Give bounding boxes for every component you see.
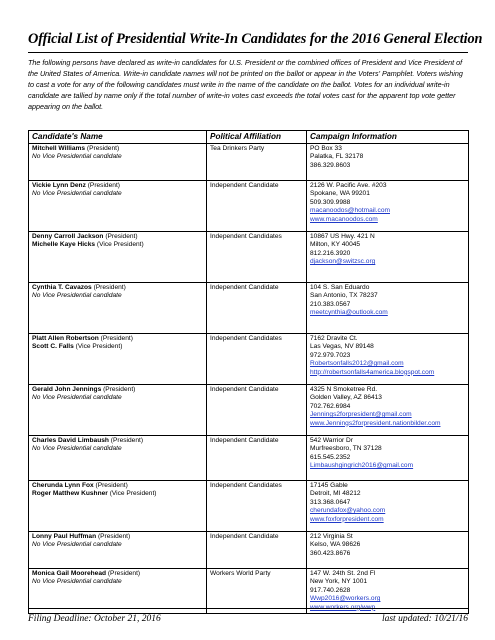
campaign-link[interactable]: cherundafox@yahoo.com [310, 507, 386, 515]
political-affiliation: Independent Candidates [207, 334, 307, 385]
president-name: Cherunda Lynn Fox [32, 482, 94, 489]
table-row [29, 532, 469, 569]
table-row [29, 569, 469, 614]
president-line [32, 570, 204, 578]
campaign-info-line: New York, NY 1001 [310, 578, 368, 586]
footer-rule [28, 608, 468, 609]
page-title: Official List of Presidential Write-In Candidates for the 2016 General Election [28, 31, 483, 47]
header-political-affiliation: Political Affiliation [207, 131, 307, 144]
campaign-link[interactable]: Jennings2forpresident@gmail.com [310, 411, 412, 419]
vice-president-name: No Vice Presidential candidate [32, 292, 122, 300]
president-line [32, 437, 204, 445]
campaign-info-line: Golden Valley, AZ 86413 [310, 394, 382, 402]
candidate-cell [29, 481, 207, 532]
campaign-info-line: 313.368.0647 [310, 498, 351, 506]
table-header-row [29, 131, 469, 144]
campaign-info-line: Milton, KY 40045 [310, 241, 361, 249]
candidate-cell [29, 385, 207, 436]
campaign-info-line: 812.216.3920 [310, 249, 351, 257]
campaign-link[interactable]: macanoodos@hotmail.com [310, 207, 390, 215]
vice-president-name: No Vice Presidential candidate [32, 541, 122, 549]
president-line [32, 182, 204, 190]
campaign-link[interactable]: http://robertsonfalls4america.blogspot.com [310, 368, 435, 376]
political-affiliation: Tea Drinkers Party [207, 144, 307, 181]
political-affiliation: Independent Candidate [207, 385, 307, 436]
political-affiliation: Independent Candidates [207, 481, 307, 532]
president-role: (President) [93, 284, 126, 291]
vice-president-name: No Vice Presidential candidate [32, 445, 122, 453]
campaign-info-cell [307, 181, 469, 232]
campaign-info-line: 17145 Gable [310, 482, 348, 489]
intro-paragraph: The following persons have declared as write-in candidates for U.S. President or the combined offices of President and Vice President of the United States of America. Write-in candidate names will not be printed on the ballot or appear in the Voters' Pamphlet. Voters wishing to cast a vote for any of the following candidates must write in the name of the candidate on the ballot. Votes for an individual write-in candidate are tallied by name only if the total number of write-in votes cast exceeds the total votes cast for the apparent top vote getter appearing on the ballot. [28, 58, 463, 111]
president-role: (President) [97, 533, 131, 540]
header-candidate-name: Candidate's Name [29, 131, 207, 144]
campaign-info-line: 210.383.0567 [310, 300, 351, 308]
campaign-info-line: 104 S. San Eduardo [310, 284, 370, 291]
vice-president-role: (Vice President) [75, 343, 123, 351]
table-row [29, 385, 469, 436]
vice-president-line [32, 241, 204, 249]
vice-president-line [32, 190, 204, 198]
president-role: (President) [86, 145, 120, 152]
campaign-info-line: 360.423.8676 [310, 549, 351, 557]
campaign-info-line: 386.329.8603 [310, 161, 351, 169]
campaign-link[interactable]: www.macanoodos.com [310, 215, 378, 223]
president-name: Mitchell Williams [32, 145, 86, 152]
political-affiliation: Workers World Party [207, 569, 307, 614]
campaign-link[interactable]: djackson@switzsc.org [310, 258, 376, 266]
president-name: Platt Allen Robertson [32, 335, 99, 342]
campaign-info-line: PO Box 33 [310, 145, 342, 152]
campaign-info-cell [307, 569, 469, 614]
vice-president-name: No Vice Presidential candidate [32, 153, 122, 161]
vice-president-line [32, 394, 204, 402]
president-line [32, 533, 204, 541]
campaign-info-line: San Antonio, TX 78237 [310, 292, 378, 300]
table-row [29, 181, 469, 232]
candidates-table [28, 130, 469, 614]
vice-president-line [32, 578, 204, 586]
president-role: (President) [103, 386, 136, 393]
vice-president-line [32, 292, 204, 300]
vice-president-line [32, 153, 204, 161]
vice-president-line [32, 541, 204, 549]
vice-president-name: Michelle Kaye Hicks [32, 241, 96, 249]
campaign-info-cell [307, 232, 469, 283]
president-line [32, 386, 204, 394]
vice-president-name: No Vice Presidential candidate [32, 578, 122, 586]
political-affiliation: Independent Candidate [207, 181, 307, 232]
campaign-info-cell [307, 283, 469, 334]
president-name: Gerald John Jennings [32, 386, 102, 393]
president-name: Monica Gail Moorehead [32, 570, 107, 577]
campaign-info-cell [307, 481, 469, 532]
campaign-info-line: 972.979.7023 [310, 351, 351, 359]
campaign-link[interactable]: www.foxforpresident.com [310, 515, 384, 523]
president-role: (President) [95, 482, 128, 489]
candidate-cell [29, 569, 207, 614]
campaign-info-line: 212 Virginia St [310, 533, 353, 540]
president-line [32, 335, 204, 343]
vice-president-line [32, 490, 204, 498]
candidate-cell [29, 181, 207, 232]
president-role: (President) [100, 335, 133, 342]
candidate-cell [29, 334, 207, 385]
campaign-info-cell [307, 334, 469, 385]
campaign-link[interactable]: Limbaushgingrich2016@gmail.com [310, 462, 414, 470]
campaign-link[interactable]: Robertsonfalls2012@gmail.com [310, 360, 404, 368]
vice-president-name: No Vice Presidential candidate [32, 394, 122, 402]
vice-president-name: Roger Matthew Kushner [32, 490, 108, 498]
filing-deadline: Filing Deadline: October 21, 2016 [28, 614, 161, 624]
table-row [29, 144, 469, 181]
president-role: (President) [110, 437, 144, 444]
campaign-info-line: 542 Warrior Dr [310, 437, 353, 444]
campaign-info-cell [307, 532, 469, 569]
table-row [29, 283, 469, 334]
candidate-cell [29, 232, 207, 283]
campaign-info-line: Kelso, WA 98626 [310, 541, 361, 549]
campaign-link[interactable]: meetcynthia@outlook.com [310, 309, 388, 317]
vice-president-name: Scott C. Falls [32, 343, 74, 351]
campaign-info-line: 917.740.2628 [310, 586, 351, 594]
candidate-cell [29, 532, 207, 569]
candidate-cell [29, 144, 207, 181]
president-line [32, 284, 204, 292]
table-row [29, 334, 469, 385]
vice-president-line [32, 343, 204, 351]
campaign-info-line: Murfreesboro, TN 37128 [310, 445, 382, 453]
campaign-info-line: Detroit, MI 48212 [310, 490, 361, 498]
campaign-info-line: Palatka, FL 32178 [310, 153, 364, 161]
president-name: Charles David Limbaush [32, 437, 109, 444]
candidate-cell [29, 283, 207, 334]
campaign-info-line: 147 W. 24th St. 2nd Fl [310, 570, 376, 577]
title-underline [28, 52, 468, 53]
president-line [32, 482, 204, 490]
table-row [29, 232, 469, 283]
campaign-info-cell [307, 144, 469, 181]
campaign-link[interactable]: www.Jennings2forpresident.nationbilder.com [310, 419, 441, 427]
campaign-info-line: Las Vegas, NV 89148 [310, 343, 374, 351]
campaign-info-line: 509.309.9988 [310, 198, 351, 206]
political-affiliation: Independent Candidate [207, 283, 307, 334]
campaign-info-line: 615.545.2352 [310, 453, 351, 461]
president-role: (President) [87, 182, 120, 189]
president-name: Cynthia T. Cavazos [32, 284, 92, 291]
political-affiliation: Independent Candidate [207, 532, 307, 569]
vice-president-line [32, 445, 204, 453]
campaign-link[interactable]: www.workers.org/wwp [310, 603, 376, 611]
campaign-info-line: 7162 Dravite Ct. [310, 335, 358, 342]
president-name: Denny Carroll Jackson [32, 233, 104, 240]
table-row [29, 481, 469, 532]
campaign-info-line: Spokane, WA 99201 [310, 190, 370, 198]
campaign-link[interactable]: Wwp2016@workers.org [310, 595, 381, 603]
table-row [29, 436, 469, 481]
president-line [32, 145, 204, 153]
political-affiliation: Independent Candidate [207, 436, 307, 481]
president-name: Vickie Lynn Denz [32, 182, 86, 189]
header-campaign-information: Campaign Information [307, 131, 469, 144]
president-name: Lonny Paul Huffman [32, 533, 97, 540]
president-role: (President) [107, 570, 141, 577]
campaign-info-cell [307, 385, 469, 436]
campaign-info-cell [307, 436, 469, 481]
political-affiliation: Independent Candidates [207, 232, 307, 283]
campaign-info-line: 2126 W. Pacific Ave. #203 [310, 182, 387, 189]
president-role: (President) [105, 233, 138, 240]
candidate-cell [29, 436, 207, 481]
last-updated: last updated: 10/21/16 [381, 614, 468, 624]
campaign-info-line: 10867 US Hwy. 421 N [310, 233, 375, 240]
president-line [32, 233, 204, 241]
vice-president-role: (Vice President) [96, 241, 144, 249]
vice-president-name: No Vice Presidential candidate [32, 190, 122, 198]
campaign-info-line: 702.762.6984 [310, 402, 351, 410]
vice-president-role: (Vice President) [109, 490, 157, 498]
campaign-info-line: 4325 N Smoketree Rd. [310, 386, 378, 393]
